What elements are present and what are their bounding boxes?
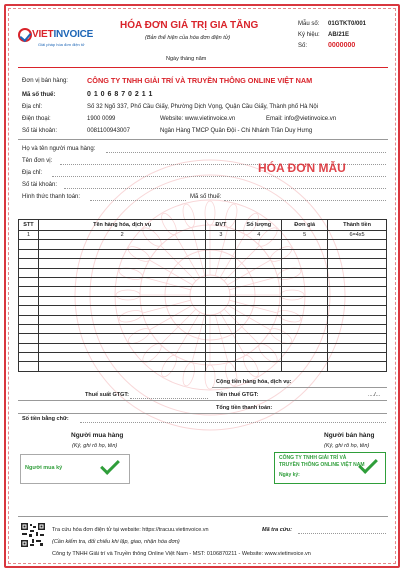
table-cell [19,306,39,315]
seller-signature-box [274,452,386,484]
amount-words-label: Số tiền bằng chữ: [22,416,69,422]
table-cell [19,240,39,249]
total-label: Tổng tiền thanh toán: [216,405,273,411]
table-cell [236,334,282,343]
table-cell [38,362,205,371]
seller-website: Website: www.vietinvoice.vn [160,116,236,122]
table-index-row [19,231,387,240]
table-cell [38,249,205,258]
table-cell [236,277,282,286]
table-cell [236,343,282,352]
table-cell [19,268,39,277]
table-cell [328,334,387,343]
table-cell [328,296,387,305]
table-cell [236,306,282,315]
table-cell [328,268,387,277]
buyer-payment-label: Hình thức thanh toán: [22,194,81,200]
table-cell [206,268,236,277]
table-cell [19,362,39,371]
buyer-signature-text: Người mua ký [25,465,63,471]
seller-check-icon [358,454,378,474]
table-cell [282,315,328,324]
table-cell [236,249,282,258]
table-cell [38,334,205,343]
table-row [19,259,387,268]
table-cell [328,240,387,249]
index-cell: 5 [282,231,328,240]
table-cell [236,353,282,362]
seller-account-label: Số tài khoản: [22,128,58,134]
col-header-name: Tên hàng hóa, dịch vụ [38,220,205,231]
table-cell [236,315,282,324]
buyer-tax-label: Mã số thuế: [190,194,222,200]
table-cell [328,315,387,324]
company-footer: Công ty TNHH Giải trí và Truyền thông Online Việt Nam - MST: 0106870211 - Website: www.vietinvoice.vn [52,551,311,557]
table-cell [19,343,39,352]
table-row [19,353,387,362]
table-cell [38,240,205,249]
table-cell [19,259,39,268]
lookup-code-label: Mã tra cứu: [262,527,292,533]
table-row [19,362,387,371]
seller-name-label: Đơn vị bán hàng: [22,78,68,84]
buyer-check-icon [100,455,120,475]
table-cell [206,334,236,343]
table-row [19,306,387,315]
table-cell [206,306,236,315]
seller-stamp-date-label: Ngày ký: [279,472,300,478]
table-cell [282,268,328,277]
items-table [18,219,387,372]
table-cell [206,249,236,258]
col-header-price: Đơn giá [282,220,328,231]
table-cell [282,324,328,333]
buyer-address-label: Địa chỉ: [22,170,43,176]
table-cell [206,296,236,305]
table-cell [38,296,205,305]
invoice-title: HÓA ĐƠN GIÁ TRỊ GIA TĂNG [120,20,259,31]
invoice-date: Ngày tháng năm [166,56,207,62]
vat-rate-label: Thuế suất GTGT: [85,392,129,398]
table-row [19,287,387,296]
check-note: (Cần kiểm tra, đối chiếu khi lập, giao, nhận hóa đơn) [52,539,180,545]
symbol-label: Ký hiệu: [298,32,320,38]
table-cell [282,287,328,296]
table-cell [282,334,328,343]
table-cell [206,277,236,286]
table-cell [282,296,328,305]
table-row [19,268,387,277]
table-cell [206,240,236,249]
seller-separator [18,139,388,140]
table-cell [328,306,387,315]
table-cell [38,259,205,268]
table-cell [328,362,387,371]
table-cell [328,249,387,258]
table-cell [236,324,282,333]
table-cell [38,324,205,333]
table-cell [236,362,282,371]
seller-name-value: CÔNG TY TNHH GIẢI TRÍ VÀ TRUYỀN THÔNG ONLINE VIỆT NAM [87,76,313,85]
form-number-value: 01GTKT0/001 [328,21,367,27]
table-cell [282,362,328,371]
seller-tax-value: 0 1 0 6 8 7 0 2 1 1 [87,91,153,98]
seller-signature-note: (Ký, ghi rõ họ, tên) [324,443,370,449]
logo-main: VIET [32,29,54,40]
seller-phone-value: 1900 0099 [87,116,116,122]
table-cell [328,343,387,352]
qr-code-icon [20,522,46,548]
col-header-amount: Thành tiền [328,220,387,231]
buyer-fullname-label: Họ và tên người mua hàng: [22,146,96,152]
table-cell [206,315,236,324]
table-row [19,249,387,258]
table-header-row [19,220,387,231]
buyer-signature-box [20,454,130,484]
header-separator [18,67,388,68]
invoice-number-value: 0000000 [328,42,356,49]
invoice-number-label: Số: [298,43,308,49]
table-cell [328,353,387,362]
table-cell [19,287,39,296]
table-cell [282,306,328,315]
table-cell [38,277,205,286]
lookup-website-text: Tra cứu hóa đơn điện tử tại website: https://tracuu.vietinvoice.vn [52,527,209,533]
table-cell [328,287,387,296]
seller-email: Email: info@vietinvoice.vn [266,116,337,122]
subtotal-label: Cộng tiền hàng hóa, dịch vụ: [216,379,292,385]
table-cell [38,306,205,315]
table-cell [328,277,387,286]
logo-accent: INVOICE [53,29,94,40]
table-cell [282,277,328,286]
col-header-qty: Số lượng [236,220,282,231]
table-row [19,315,387,324]
table-cell [328,324,387,333]
table-row [19,343,387,352]
table-cell [19,249,39,258]
table-cell [236,259,282,268]
table-cell [282,353,328,362]
col-header-unit: ĐVT [206,220,236,231]
table-cell [19,324,39,333]
table-cell [19,353,39,362]
table-cell [236,296,282,305]
col-header-stt: STT [19,220,39,231]
seller-address-value: Số 32 Ngõ 337, Phố Cầu Giấy, Phường Dịch Vọng, Quận Cầu Giấy, Thành phố Hà Nội [87,104,319,110]
table-cell [206,259,236,268]
invoice-subtitle: (Bản thể hiện của hóa đơn điện tử) [145,35,231,41]
table-row [19,334,387,343]
table-row [19,277,387,286]
table-cell [282,240,328,249]
index-cell: 3 [206,231,236,240]
table-cell [19,277,39,286]
table-row [19,296,387,305]
table-cell [206,362,236,371]
table-cell [328,259,387,268]
index-cell: 6=4x5 [328,231,387,240]
seller-stamp-line2: TRUYỀN THÔNG ONLINE VIỆT NAM [279,462,365,468]
table-cell [19,296,39,305]
vat-amount-value: ..../... [368,392,381,398]
table-cell [38,287,205,296]
check-logo-icon [18,28,32,42]
seller-phone-label: Điện thoại: [22,116,51,122]
table-cell [38,343,205,352]
seller-tax-label: Mã số thuế: [22,92,56,98]
table-cell [19,334,39,343]
table-cell [38,268,205,277]
buyer-company-label: Tên đơn vị: [22,158,53,164]
table-cell [19,315,39,324]
table-cell [236,240,282,249]
table-row [19,240,387,249]
brand-logo [18,22,118,48]
form-number-label: Mẫu số: [298,21,320,27]
buyer-signature-title: Người mua hàng [71,432,124,439]
index-cell: 4 [236,231,282,240]
seller-stamp-line1: CÔNG TY TNHH GIẢI TRÍ VÀ [279,455,347,461]
table-row [19,324,387,333]
table-cell [282,249,328,258]
table-cell [206,343,236,352]
seller-bank: Ngân Hàng TMCP Quân Đội - Chi Nhánh Trần Duy Hưng [160,128,313,134]
seller-signature-title: Người bán hàng [324,432,375,439]
index-cell: 1 [19,231,39,240]
table-cell [206,287,236,296]
buyer-account-label: Số tài khoản: [22,182,58,188]
table-cell [282,343,328,352]
table-cell [206,324,236,333]
logo-tagline: Giải pháp hóa đơn điện tử [38,42,85,47]
vat-amount-label: Tiền thuế GTGT: [216,392,259,398]
seller-address-label: Địa chỉ: [22,104,43,110]
table-cell [206,353,236,362]
symbol-value: AB/21E [328,32,350,38]
seller-account-value: 0081100943007 [87,128,130,134]
table-cell [236,268,282,277]
table-cell [38,315,205,324]
buyer-signature-note: (Ký, ghi rõ họ, tên) [72,443,118,449]
table-cell [236,287,282,296]
sample-invoice-stamp: HÓA ĐƠN MẪU [258,161,346,175]
table-cell [38,353,205,362]
index-cell: 2 [38,231,205,240]
table-cell [282,259,328,268]
